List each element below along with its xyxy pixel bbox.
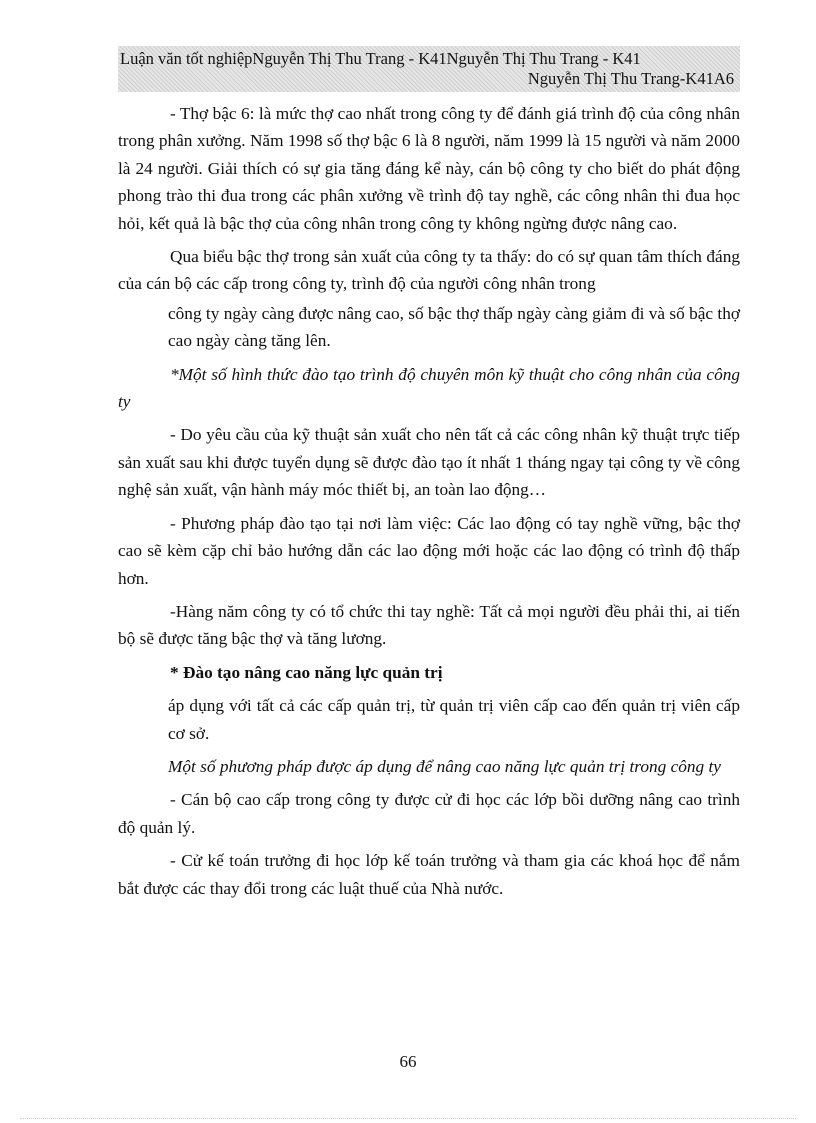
page-number: 66: [399, 1052, 417, 1071]
paragraph-can-bo-cao-cap: - Cán bộ cao cấp trong công ty được cử đi học các lớp bồi dưỡng nâng cao trình độ quản lý.: [118, 790, 740, 837]
paragraph-phuong-phap-dao-tao: - Phương pháp đào tạo tại nơi làm việc: Các lao động có tay nghề vững, bậc thợ cao sẽ kèm cặp chỉ bảo hướng dẫn các lao động mới hoặc các lao động có trình độ thấp hơn.: [118, 513, 740, 588]
paragraph-bac-tho-continued: công ty ngày càng được nâng cao, số bậc thợ thấp ngày càng giảm đi và số bậc thợ cao ngày càng tăng lên.: [168, 303, 740, 351]
paragraph-ap-dung-quan-tri: áp dụng với tất cả các cấp quản trị, từ quản trị viên cấp cao đến quản trị viên cấp cơ sở.: [168, 696, 740, 743]
header-line-1: Luận văn tốt nghiệpNguyễn Thị Thu Trang - K41Nguyễn Thị Thu Trang - K41: [120, 49, 641, 68]
paragraph-thi-tay-nghe: -Hàng năm công ty có tổ chức thi tay nghề: Tất cả mọi người đều phải thi, ai tiến bộ sẽ được tăng bậc thợ và tăng lương.: [118, 601, 740, 649]
subheading-dao-tao-cong-nhan: *Một số hình thức đào tạo trình độ chuyên môn kỹ thuật cho công nhân của công ty: [118, 364, 740, 412]
paragraph-bieu-bac-tho: Qua biểu bậc thợ trong sản xuất của công ty ta thấy: do có sự quan tâm thích đáng của cán bộ các cấp trong công ty, trình độ của người công nhân trong: [118, 247, 740, 294]
running-header: [118, 46, 740, 92]
page-bottom-divider: [20, 1118, 796, 1119]
section-heading-quan-tri: * Đào tạo nâng cao năng lực quản trị: [170, 662, 443, 682]
header-line-2: Nguyễn Thị Thu Trang-K41A6: [527, 69, 734, 88]
paragraph-yeu-cau-ky-thuat: - Do yêu cầu của kỹ thuật sản xuất cho nên tất cả các công nhân kỹ thuật trực tiếp sản xuất sau khi được tuyển dụng sẽ được đào tạo ít nhất 1 tháng ngay tại công ty về công nghệ sản xuất, vận hành máy móc thiết bị, an toàn lao động…: [118, 425, 740, 500]
paragraph-tho-bac-6: - Thợ bậc 6: là mức thợ cao nhất trong công ty để đánh giá trình độ của công nhân trong phân xưởng. Năm 1998 số thợ bậc 6 là 8 người, năm 1999 là 15 người và năm 2000 là 24 người. Giải thích có sự gia tăng đáng kể này, cán bộ công ty cho biết do phát động phong trào thi đua trong các phân xưởng về trình độ tay nghề, các công nhân thi đua học hỏi, kết quả là bậc thợ của công nhân trong công ty không ngừng được nâng cao.: [118, 104, 740, 233]
body-text: [118, 100, 740, 908]
paragraph-ke-toan-truong: - Cử kế toán trưởng đi học lớp kế toán trưởng và tham gia các khoá học để nắm bắt được các thay đổi trong các luật thuế của Nhà nước.: [118, 851, 740, 898]
subheading-phuong-phap-quan-tri: Một số phương pháp được áp dụng để nâng cao năng lực quản trị trong công ty: [168, 756, 721, 776]
